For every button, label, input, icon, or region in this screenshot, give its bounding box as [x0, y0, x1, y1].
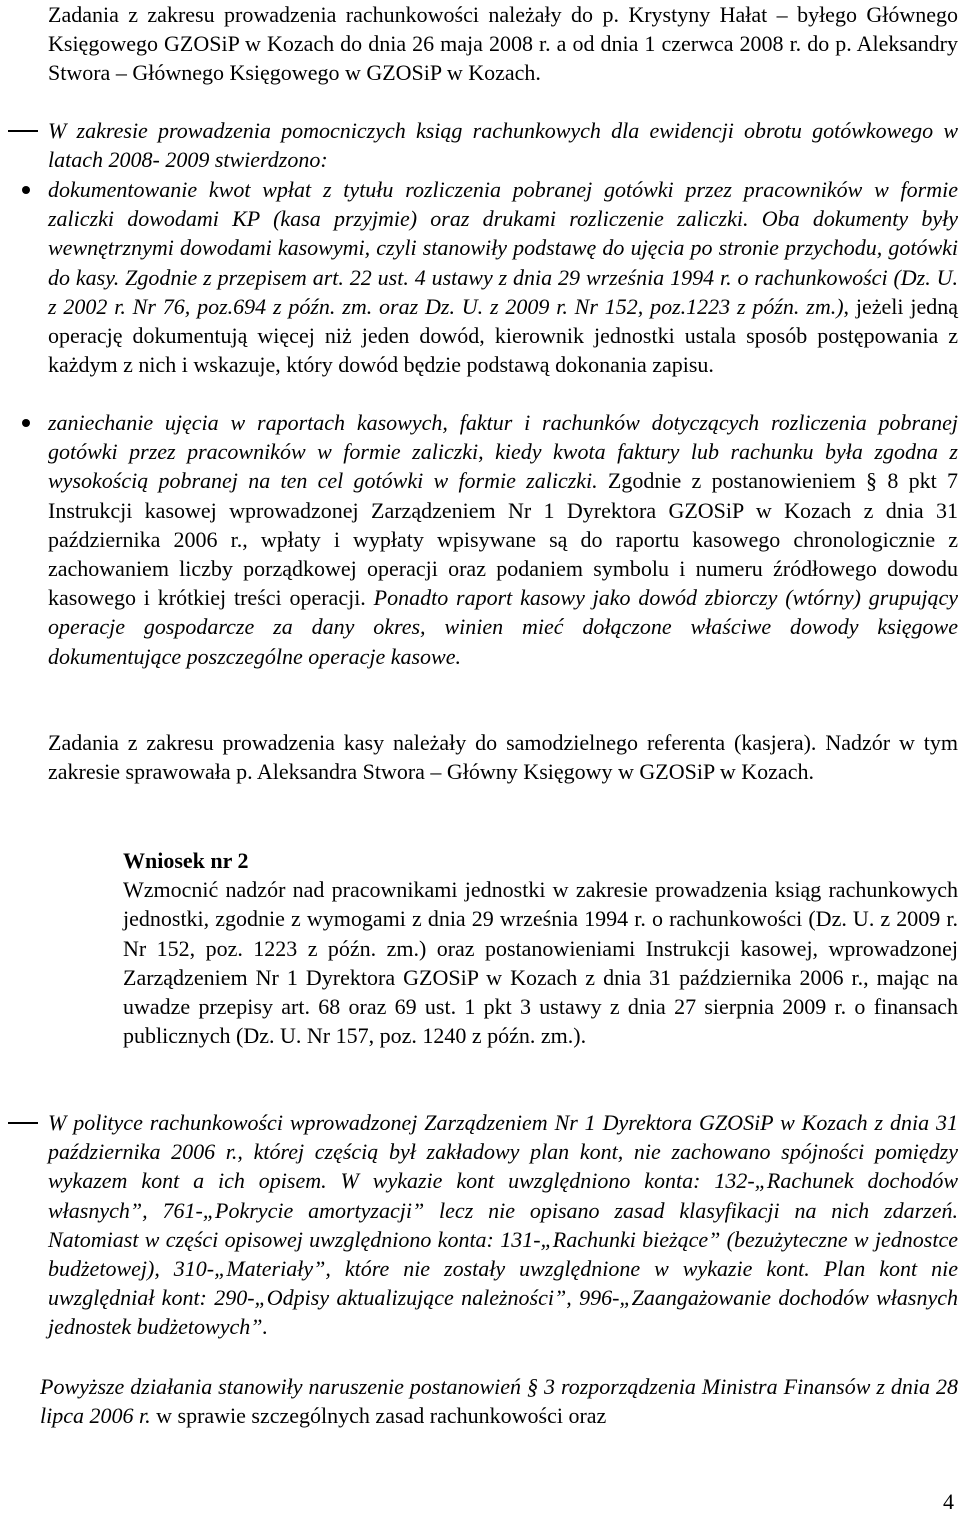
- paragraph-policy: [48, 1108, 958, 1342]
- bullet-item-1-normal: , jeżeli jedną operację dokumentują więcej niż jeden dowód, kierownik jednostki ustala sposób postępowania z każdym z nich i wskazuje, który dowód będzie podstawą dokonania zapisu.: [48, 293, 958, 378]
- dash-marker: [8, 1122, 38, 1124]
- paragraph-cash-text: Zadania z zakresu prowadzenia kasy należały do samodzielnego referenta (kasjera). Nadzór w tym zakresie sprawowała p. Aleksandra Stwora – Główny Księgowy w GZOSiP w Kozach.: [48, 730, 958, 785]
- paragraph-policy-italic-a: W polityce rachunkowości wprowadzonej Zarządzeniem Nr 1 Dyrektora GZOSiP w Kozach z dnia 31 października 2006 r.: [48, 1110, 958, 1165]
- wniosek-text: Wzmocnić nadzór nad pracownikami jednostki w zakresie prowadzenia ksiąg rachunkowych jednostki, zgodnie z wymogami z dnia 29 września 1994 r. o rachunkowości (Dz. U. z 2009 r. Nr 152, poz. 1223 z późn. zm.) oraz postanowieniami Instrukcji kasowej, wprowadzonej Zarządzeniem Nr 1 Dyrektora GZOSiP w Kozach z dnia 31 października 2006 r., mając na uwadze przepisy art. 68 oraz 69 ust. 1 pkt 3 ustawy z dnia 27 sierpnia 2009 r. o finansach publicznych (Dz. U. Nr 157, poz. 1240 z późn. zm.).: [123, 877, 958, 1049]
- paragraph-violation-italic: Powyższe działania stanowiły naruszenie postanowień § 3 rozporządzenia Ministra Finansów z dnia 28 lipca 2006 r.: [40, 1374, 958, 1429]
- bullet-item-2-italic-b: Ponadto raport kasowy jako dowód zbiorczy (wtórny) grupujący operacje gospodarcze za dany okres, winien mieć dołączone właściwe dowody księgowe dokumentujące poszczególne operacje kasowe.: [48, 585, 958, 669]
- paragraph-intro-text: Zadania z zakresu prowadzenia rachunkowości należały do p. Krystyny Hałat – byłego Głównego Księgowego GZOSiP w Kozach do dnia 26 maja 2008 r. a od dnia 1 czerwca 2008 r. do p. Aleksandry Stwora – Głównego Księgowego w GZOSiP w Kozach.: [48, 2, 958, 86]
- paragraph-intro: [48, 0, 958, 88]
- dash-marker: [8, 130, 38, 132]
- wniosek-block: [123, 846, 958, 1050]
- paragraph-findings-intro: [48, 116, 958, 174]
- paragraph-cash: [48, 728, 958, 786]
- paragraph-findings-intro-text: W zakresie prowadzenia pomocniczych ksiąg rachunkowych dla ewidencji obrotu gotówkowego w latach 2008- 2009 stwierdzono:: [48, 118, 958, 173]
- paragraph-violation: [40, 1372, 958, 1430]
- paragraph-policy-italic-b: , której częścią był zakładowy plan kont, nie zachowano spójności pomiędzy wykazem kont a ich opisem. W wykazie kont uwzględniono konta: 132-„Rachunek dochodów własnych”, 761-„Pokrycie amortyzacji” lecz nie opisano zasad klasyfikacji na nich zdarzeń. Natomiast w części opisowej uwzględniono konta: 131-„Rachunki bieżące” (bezużyteczne w jednostce budżetowej), 310-„Materiały”, które nie zostały uwzględnione w wykazie kont. Plan kont nie uwzględniał kont: 290-„Odpisy aktualizujące należności”, 996-„Zaangażowanie dochodów własnych jednostek budżetowych”.: [48, 1139, 959, 1340]
- wniosek-title: Wniosek nr 2: [123, 848, 249, 873]
- bullet-marker: [22, 419, 30, 427]
- bullet-item-1-italic: dokumentowanie kwot wpłat z tytułu rozliczenia pobranej gotówki przez pracowników w formie zaliczki dowodami KP (kasa przyjmie) oraz drukami rozliczenie zaliczki. Oba dokumenty były wewnętrznymi dowodami kasowymi, czyli stanowiły podstawę do ujęcia po stronie przychodu, gotówki do kasy. Zgodnie z przepisem art. 22 ust. 4 ustawy z dnia 29 września 1994 r. o rachunkowości (Dz. U. z 2002 r. Nr 76, poz.694 z późn. zm. oraz Dz. U. z 2009 r. Nr 152, poz.1223 z późn. zm.): [48, 177, 958, 319]
- bullet-marker: [22, 186, 30, 194]
- bullet-item-2-normal-b: , wpłaty i wypłaty wpisywane są do raportu kasowego chronologicznie z zachowaniem liczby porządkowej operacji oraz podaniem symbolu i numeru źródłowego dowodu kasowego i krótkiej treści operacji.: [48, 526, 958, 611]
- page-number: 4: [943, 1489, 954, 1514]
- paragraph-violation-normal: w sprawie szczególnych zasad rachunkowości oraz: [150, 1403, 607, 1429]
- bullet-item-2: [48, 408, 958, 671]
- bullet-item-2-normal-a: Zgodnie z postanowieniem § 8 pkt 7 Instrukcji kasowej wprowadzonej Zarządzeniem Nr 1 Dyrektora GZOSiP w Kozach z dnia 31 października 2006 r.: [48, 468, 958, 552]
- bullet-item-1: [48, 175, 958, 379]
- bullet-item-2-italic-a: zaniechanie ujęcia w raportach kasowych, faktur i rachunków dotyczących rozliczenia pobranej gotówki przez pracowników w formie zaliczki, kiedy kwota faktury lub rachunku była zgodna z wysokością pobranej na ten cel gotówki w formie zaliczki.: [48, 410, 958, 494]
